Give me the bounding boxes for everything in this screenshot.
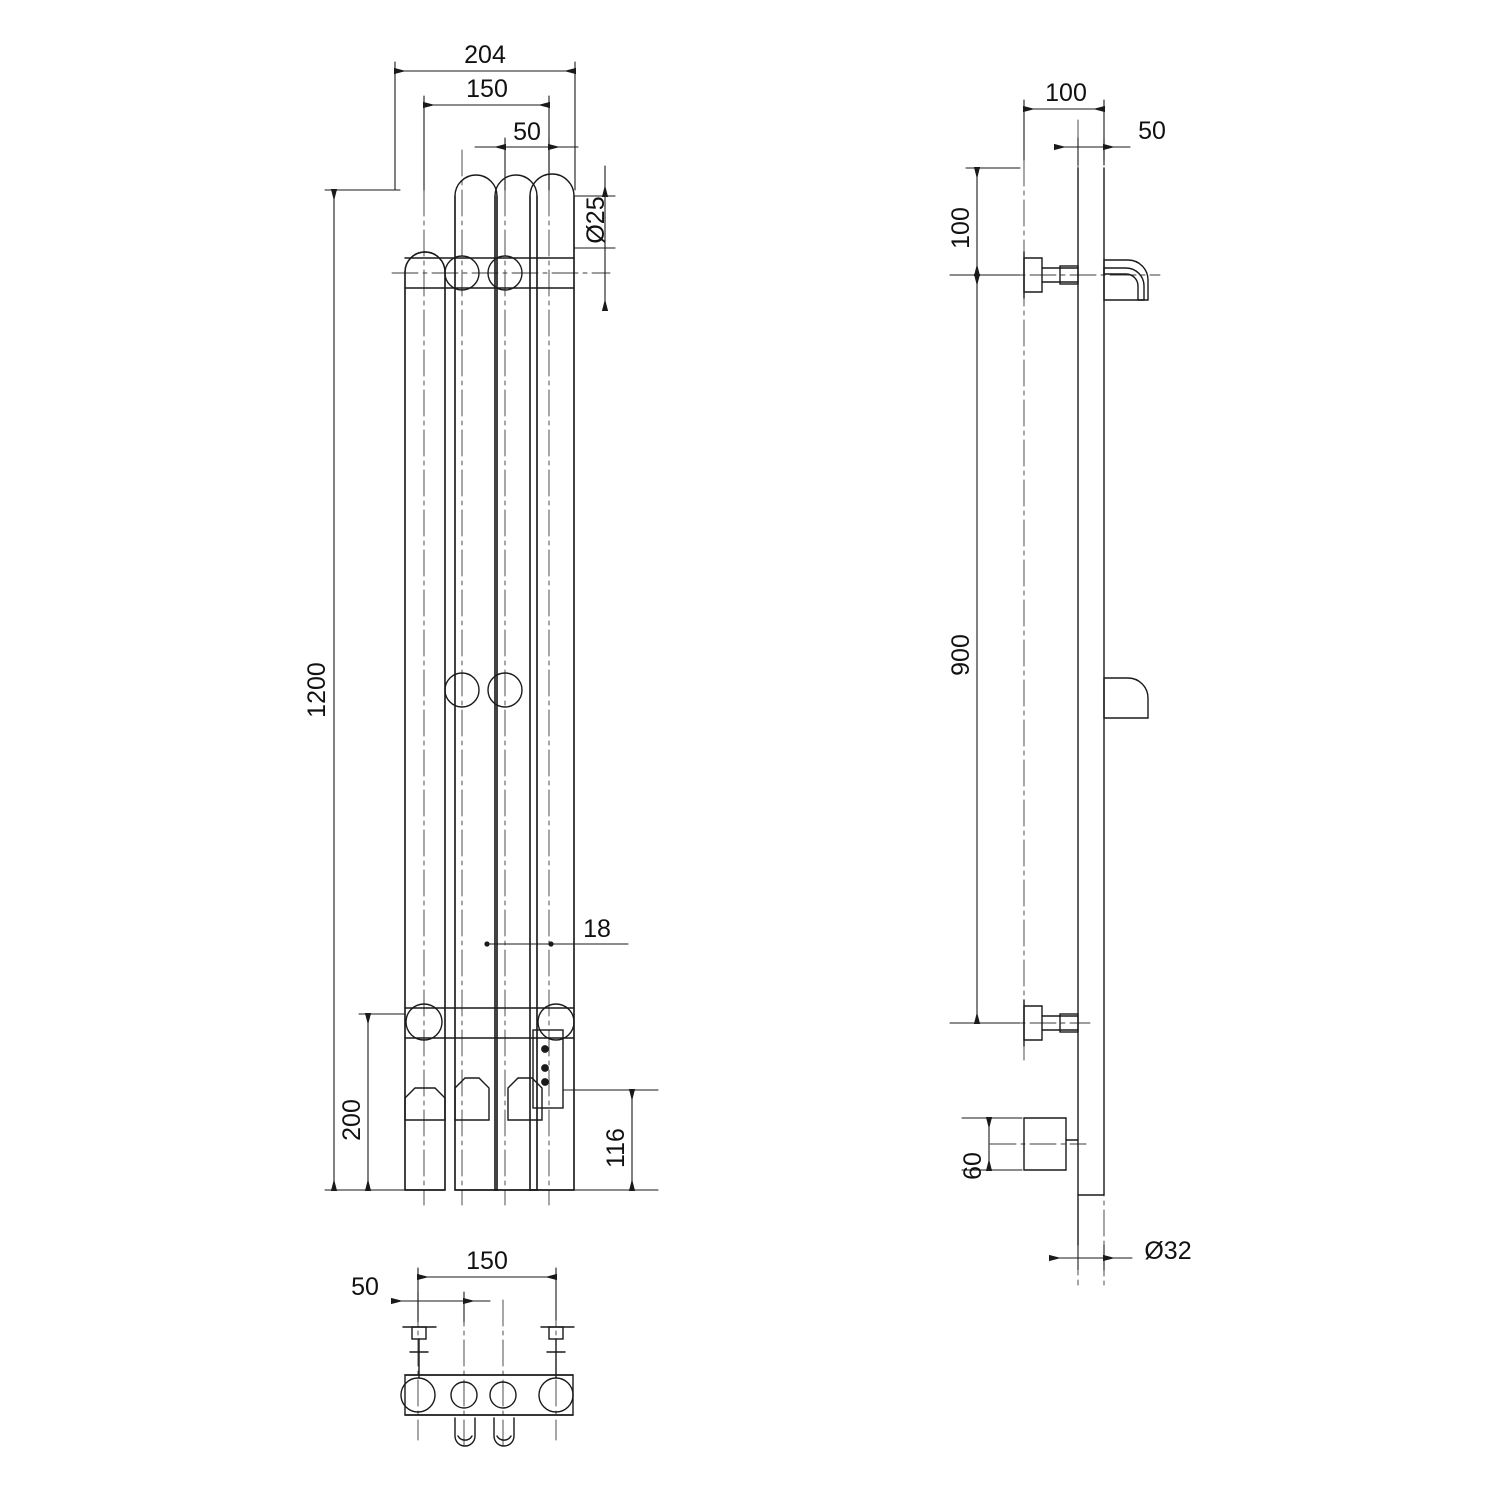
dim-top-width: 150 — [466, 1247, 508, 1275]
dim-top-offset: 50 — [351, 1273, 379, 1301]
dim-front-bracket-spacing: 150 — [466, 75, 508, 103]
top-view-dimensions — [392, 1268, 556, 1322]
dim-front-control-box-height: 116 — [602, 1128, 630, 1168]
dim-side-depth-offset: 50 — [1138, 117, 1166, 145]
dim-side-tube-diameter: Ø32 — [1144, 1237, 1192, 1265]
dim-side-depth-front: 100 — [1045, 79, 1087, 107]
dimension-labels — [303, 41, 1192, 1301]
dim-front-control-box-width: 18 — [583, 915, 611, 943]
front-view-centerlines — [392, 150, 610, 1205]
dim-front-tube-spacing: 50 — [513, 118, 541, 146]
dim-side-bottom-element-height: 60 — [959, 1152, 987, 1180]
dim-front-overall-height: 1200 — [303, 662, 331, 718]
side-view-centerlines — [990, 120, 1160, 1285]
dim-front-overall-width: 204 — [464, 41, 506, 69]
dim-front-tube-diameter: Ø25 — [582, 196, 610, 244]
top-view-geometry — [401, 1327, 574, 1446]
dim-side-bracket-span: 900 — [947, 634, 975, 676]
dim-front-lower-bracket-height: 200 — [338, 1099, 366, 1141]
side-view-geometry — [1024, 168, 1148, 1245]
dim-side-top-bracket-offset: 100 — [947, 207, 975, 249]
